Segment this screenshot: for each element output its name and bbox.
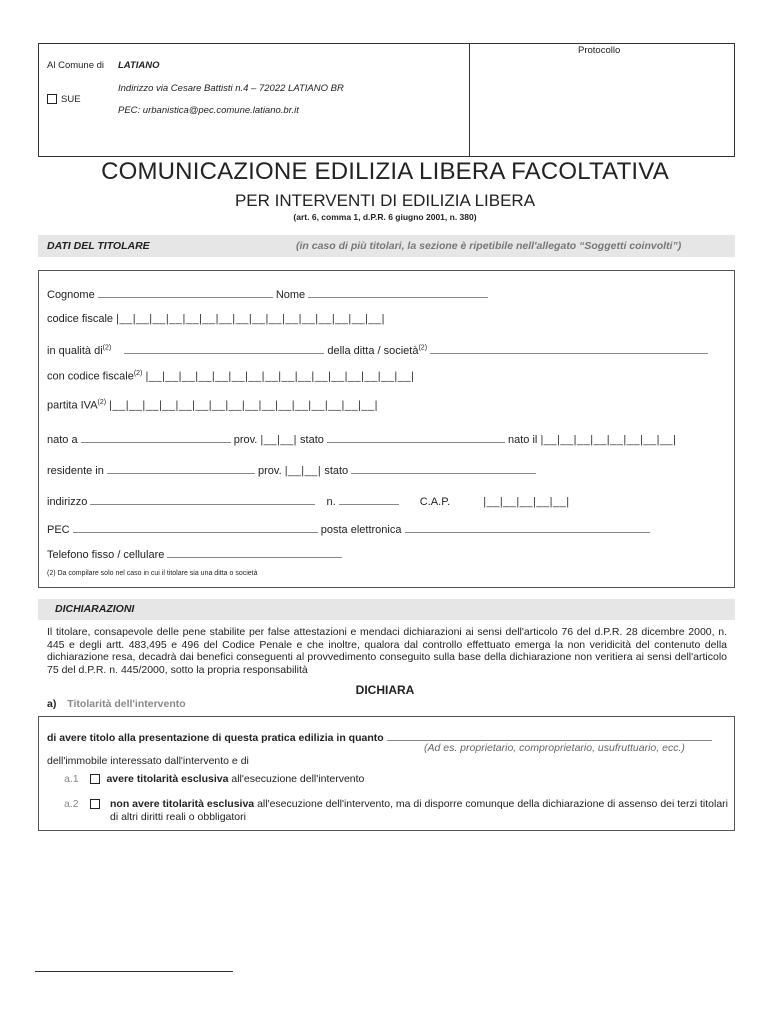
comune-pec: PEC: urbanistica@pec.comune.latiano.br.it (118, 105, 299, 116)
stato-label: stato (300, 434, 324, 446)
qualita-label: in qualità di (47, 345, 103, 357)
titolo-field[interactable] (387, 729, 712, 741)
row-nascita (47, 431, 677, 446)
partita-iva-label: partita IVA (47, 399, 98, 412)
titolo-hint: (Ad es. proprietario, comproprietario, usufruttuario, ecc.) (424, 742, 685, 754)
con-codice-fiscale-field[interactable]: |__|__|__|__|__|__|__|__|__|__|__|__|__|__|__|__| (145, 370, 415, 383)
titolare-section-label: DATI DEL TITOLARE (47, 240, 150, 252)
pec-label: PEC (47, 524, 70, 536)
nato-a-label: nato a (47, 434, 78, 446)
option-a1-text: all'esecuzione dell'intervento (228, 773, 365, 785)
nato-il-field[interactable]: |__|__|__|__|__|__|__|__| (540, 434, 677, 446)
codice-fiscale-field[interactable]: |__|__|__|__|__|__|__|__|__|__|__|__|__|__|__|__| (116, 313, 385, 325)
ditta-label: della ditta / società (327, 345, 419, 357)
row-telefono (47, 546, 342, 561)
ditta-field[interactable] (430, 342, 708, 354)
sue-label: SUE (61, 94, 81, 105)
row-residenza (47, 462, 536, 477)
comune-label: Al Comune di (47, 60, 105, 71)
dichiara-heading: DICHIARA (355, 683, 415, 697)
telefono-label: Telefono fisso / cellulare (47, 549, 165, 561)
posta-field[interactable] (405, 521, 650, 533)
option-a2-bold: non avere titolarità esclusiva (110, 798, 255, 810)
comune-address: Indirizzo via Cesare Battisti n.4 – 72022 LATIANO BR (118, 83, 344, 94)
titolare-footnote: (2) Da compilare solo nel caso in cui il titolare sia una ditta o società (47, 570, 258, 577)
option-a2-checkbox[interactable] (90, 799, 100, 809)
residente-prov-label: prov. (258, 465, 282, 477)
protocollo-label: Protocollo (578, 45, 621, 56)
codice-fiscale-label: codice fiscale (47, 313, 114, 325)
posta-label: posta elettronica (320, 524, 402, 536)
option-a2[interactable] (64, 798, 104, 810)
option-a1-checkbox[interactable] (90, 774, 100, 784)
titolare-section-note: (in caso di più titolari, la sezione è ripetibile nell'allegato “Soggetti coinvolti”) (296, 240, 682, 252)
residente-stato-label: stato (324, 465, 349, 477)
partita-iva-field[interactable]: |__|__|__|__|__|__|__|__|__|__|__|__|__|__|__|__| (109, 399, 379, 412)
nato-a-field[interactable] (81, 431, 231, 443)
row-cognome (47, 286, 488, 301)
immobile-text: dell'immobile interessato dall'intervento e di (47, 755, 249, 767)
nome-label: Nome (275, 289, 306, 301)
qualita-field[interactable] (124, 342, 324, 354)
cap-label: C.A.P. (419, 496, 451, 508)
sue-checkbox[interactable] (47, 94, 57, 104)
cognome-label: Cognome (47, 289, 95, 301)
indirizzo-label: indirizzo (47, 496, 88, 508)
legal-reference: (art. 6, comma 1, d.P.R. 6 giugno 2001, n. 380) (293, 212, 477, 222)
pec-field[interactable] (73, 521, 318, 533)
numero-label: n. (326, 496, 336, 508)
section-a-label: Titolarità dell'intervento (67, 698, 186, 710)
row-con-codice-fiscale (47, 370, 414, 383)
nome-field[interactable] (308, 286, 488, 298)
residente-prov-field[interactable]: |__|__| (284, 465, 322, 477)
numero-field[interactable] (339, 493, 399, 505)
dichiarazioni-paragraph: Il titolare, consapevole delle pene stabilite per false attestazioni e mendaci dichiarazioni ai sensi dell'articolo 76 del d.P.R. 28 dicembre 2000, n. 445 e degli artt. 483,495 e 496 del Codice Penale e che inoltre, qualora dal controllo effettuato emerga la non veridicità del contenuto della dichiarazione resa, decadrà dai benefici conseguenti al provvedimento conseguito sulla base della dichiarazione non veritiera ai sensi dell'articolo 75 del d.P.R. n. 445/2000, sotto la propria responsabilità (47, 626, 727, 676)
indirizzo-field[interactable] (90, 493, 315, 505)
option-a1-number: a.1 (64, 773, 79, 785)
cognome-field[interactable] (98, 286, 273, 298)
residente-label: residente in (47, 465, 104, 477)
qualita-footnote-ref: (2) (102, 344, 112, 352)
partita-iva-footnote-ref: (2) (97, 399, 107, 406)
dichiarazioni-section-bar (38, 599, 735, 620)
page-subtitle: PER INTERVENTI DI EDILIZIA LIBERA (234, 191, 536, 210)
row-codice-fiscale (47, 313, 385, 325)
option-a1[interactable] (64, 773, 364, 785)
option-a2-text: all'esecuzione dell'intervento, ma di disporre comunque della dichiarazione di assenso dei terzi titolari di altri diritti reali o obbligatori (110, 798, 729, 823)
section-a-title (47, 698, 186, 710)
sue-option[interactable] (47, 94, 81, 105)
stato-field[interactable] (327, 431, 505, 443)
ditta-footnote-ref: (2) (418, 344, 428, 352)
prov-label: prov. (233, 434, 258, 446)
option-a2-body (110, 798, 730, 823)
row-indirizzo (47, 493, 570, 508)
residente-stato-field[interactable] (351, 462, 536, 474)
cap-field[interactable]: |__|__|__|__|__| (483, 496, 570, 508)
section-a-letter: a) (47, 698, 57, 710)
row-qualita (47, 342, 708, 357)
con-codice-fiscale-footnote-ref: (2) (133, 370, 143, 377)
dichiarazioni-section-label: DICHIARAZIONI (55, 603, 135, 615)
page-title: COMUNICAZIONE EDILIZIA LIBERA FACOLTATIVA (101, 158, 669, 185)
con-codice-fiscale-label: con codice fiscale (47, 370, 134, 383)
option-a2-number: a.2 (64, 798, 79, 810)
residente-field[interactable] (107, 462, 255, 474)
telefono-field[interactable] (167, 546, 342, 558)
row-partita-iva (47, 399, 378, 412)
option-a1-bold: avere titolarità esclusiva (106, 773, 229, 785)
titolo-text: di avere titolo alla presentazione di questa pratica edilizia in quanto (47, 732, 384, 744)
row-pec (47, 521, 650, 536)
header-divider (469, 43, 470, 157)
comune-name: LATIANO (118, 60, 160, 71)
prov-field[interactable]: |__|__| (260, 434, 297, 446)
nato-il-label: nato il (508, 434, 538, 446)
footnote-separator (35, 971, 233, 972)
